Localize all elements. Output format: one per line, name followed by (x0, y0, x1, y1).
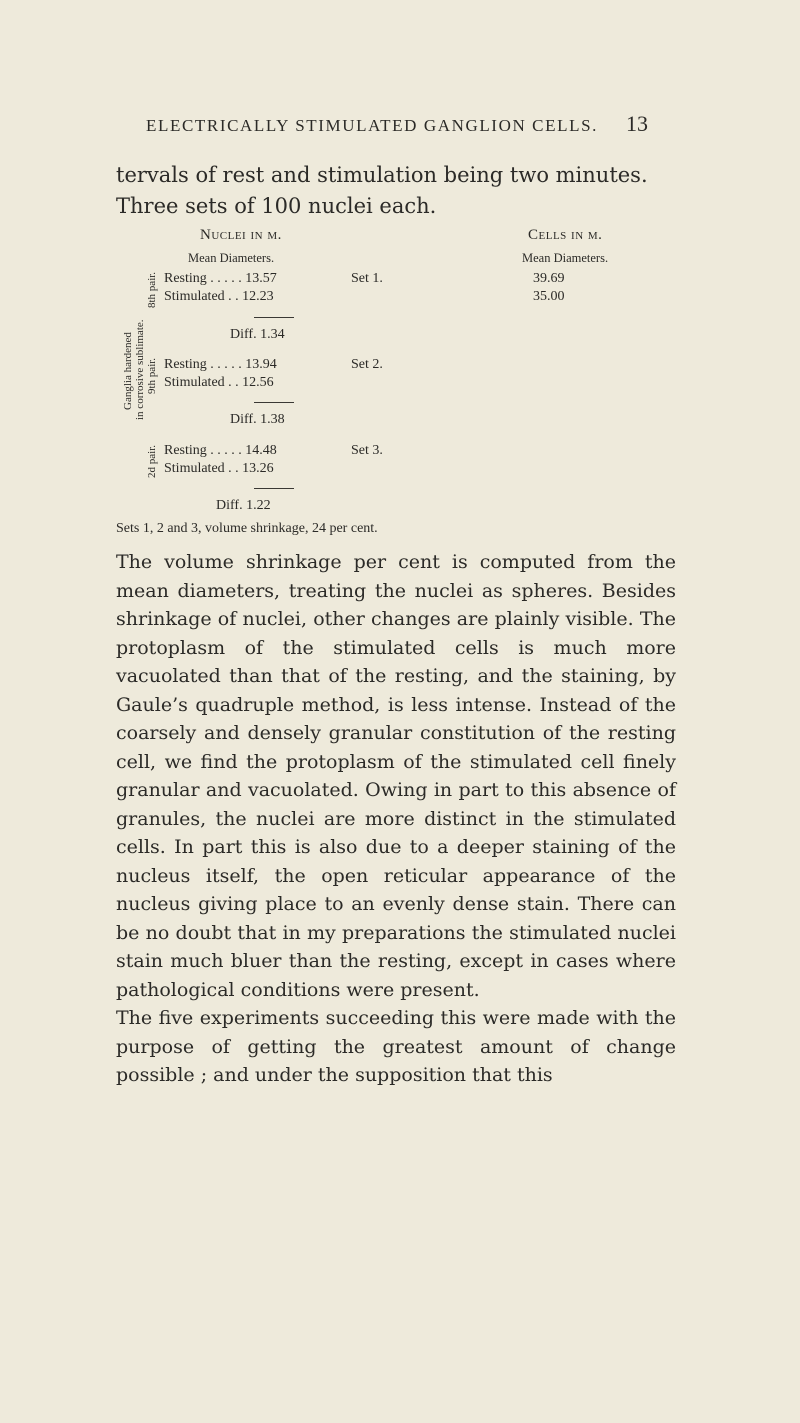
cells-resting-value: 39.69 (533, 271, 565, 286)
set1-stimulated: Stimulated . . 12.23 (164, 289, 274, 304)
page-number: 13 (626, 111, 648, 136)
set3-stimulated: Stimulated . . 13.26 (164, 461, 274, 476)
set2-diff: Diff. 1.38 (230, 412, 285, 427)
cells-stimulated-value: 35.00 (533, 289, 565, 304)
body-text (116, 548, 676, 1090)
set3-label: Set 3. (351, 443, 383, 458)
set1-rule (254, 317, 294, 318)
body-paragraph: The volume shrinkage per cent is computed from the mean diameters, treating the nuclei as spheres. Besides shrinkage of nuclei, other changes are plainly visible. The protoplasm of the stimulated cells is much more vacuolated than that of the resting, and the staining, by Gaule’s quadruple method, is less intense. Instead of the coarsely and densely granular constitution of the resting cell, we find the protoplasm of the stimulated cell finely granular and vacuolated. Owing in part to this absence of granules, the nuclei are more distinct in the stimulated cells. In part this is also due to a deeper staining of the nucleus itself, the open reticular appearance of the nucleus giving place to an evenly dense stain. There can be no doubt that in my preparations the stimulated nuclei stain much bluer than the resting, except in cases where pathological conditions were present. (116, 551, 676, 1001)
intro-text (116, 160, 676, 222)
cells-header: Cells in μ. (528, 227, 603, 243)
side-label-pair-8: 8th pair. (146, 271, 158, 308)
side-label-outer: Ganglia hardened (122, 332, 134, 410)
intro-line: tervals of rest and stimulation being two minutes. (116, 163, 648, 187)
body-paragraph: The five experiments succeeding this were made with the purpose of getting the greatest amount of change possible ; and under the supposition that this (116, 1007, 676, 1086)
intro-line: Three sets of 100 nuclei each. (116, 194, 437, 218)
set2-rule (254, 402, 294, 403)
nuclei-subheader: Mean Diameters. (188, 251, 275, 265)
cells-subheader: Mean Diameters. (522, 251, 609, 265)
nuclei-header: Nuclei in μ. (200, 227, 282, 243)
set3-rule (254, 488, 294, 489)
set2-label: Set 2. (351, 357, 383, 372)
set1-diff: Diff. 1.34 (230, 327, 285, 342)
set1-resting: Resting . . . . . 13.57 (164, 271, 277, 286)
set2-resting: Resting . . . . . 13.94 (164, 357, 277, 372)
set2-stimulated: Stimulated . . 12.56 (164, 375, 274, 390)
set1-label: Set 1. (351, 271, 383, 286)
side-label-middle: in corrosive sublimate. (134, 319, 146, 420)
running-head: ELECTRICALLY STIMULATED GANGLION CELLS. (146, 116, 598, 135)
set3-diff: Diff. 1.22 (216, 498, 271, 513)
set3-resting: Resting . . . . . 14.48 (164, 443, 277, 458)
table-footnote: Sets 1, 2 and 3, volume shrinkage, 24 per cent. (116, 521, 378, 536)
side-label-pair-9: 9th pair. (146, 357, 158, 394)
side-label-pair-2: 2d pair. (146, 445, 158, 478)
